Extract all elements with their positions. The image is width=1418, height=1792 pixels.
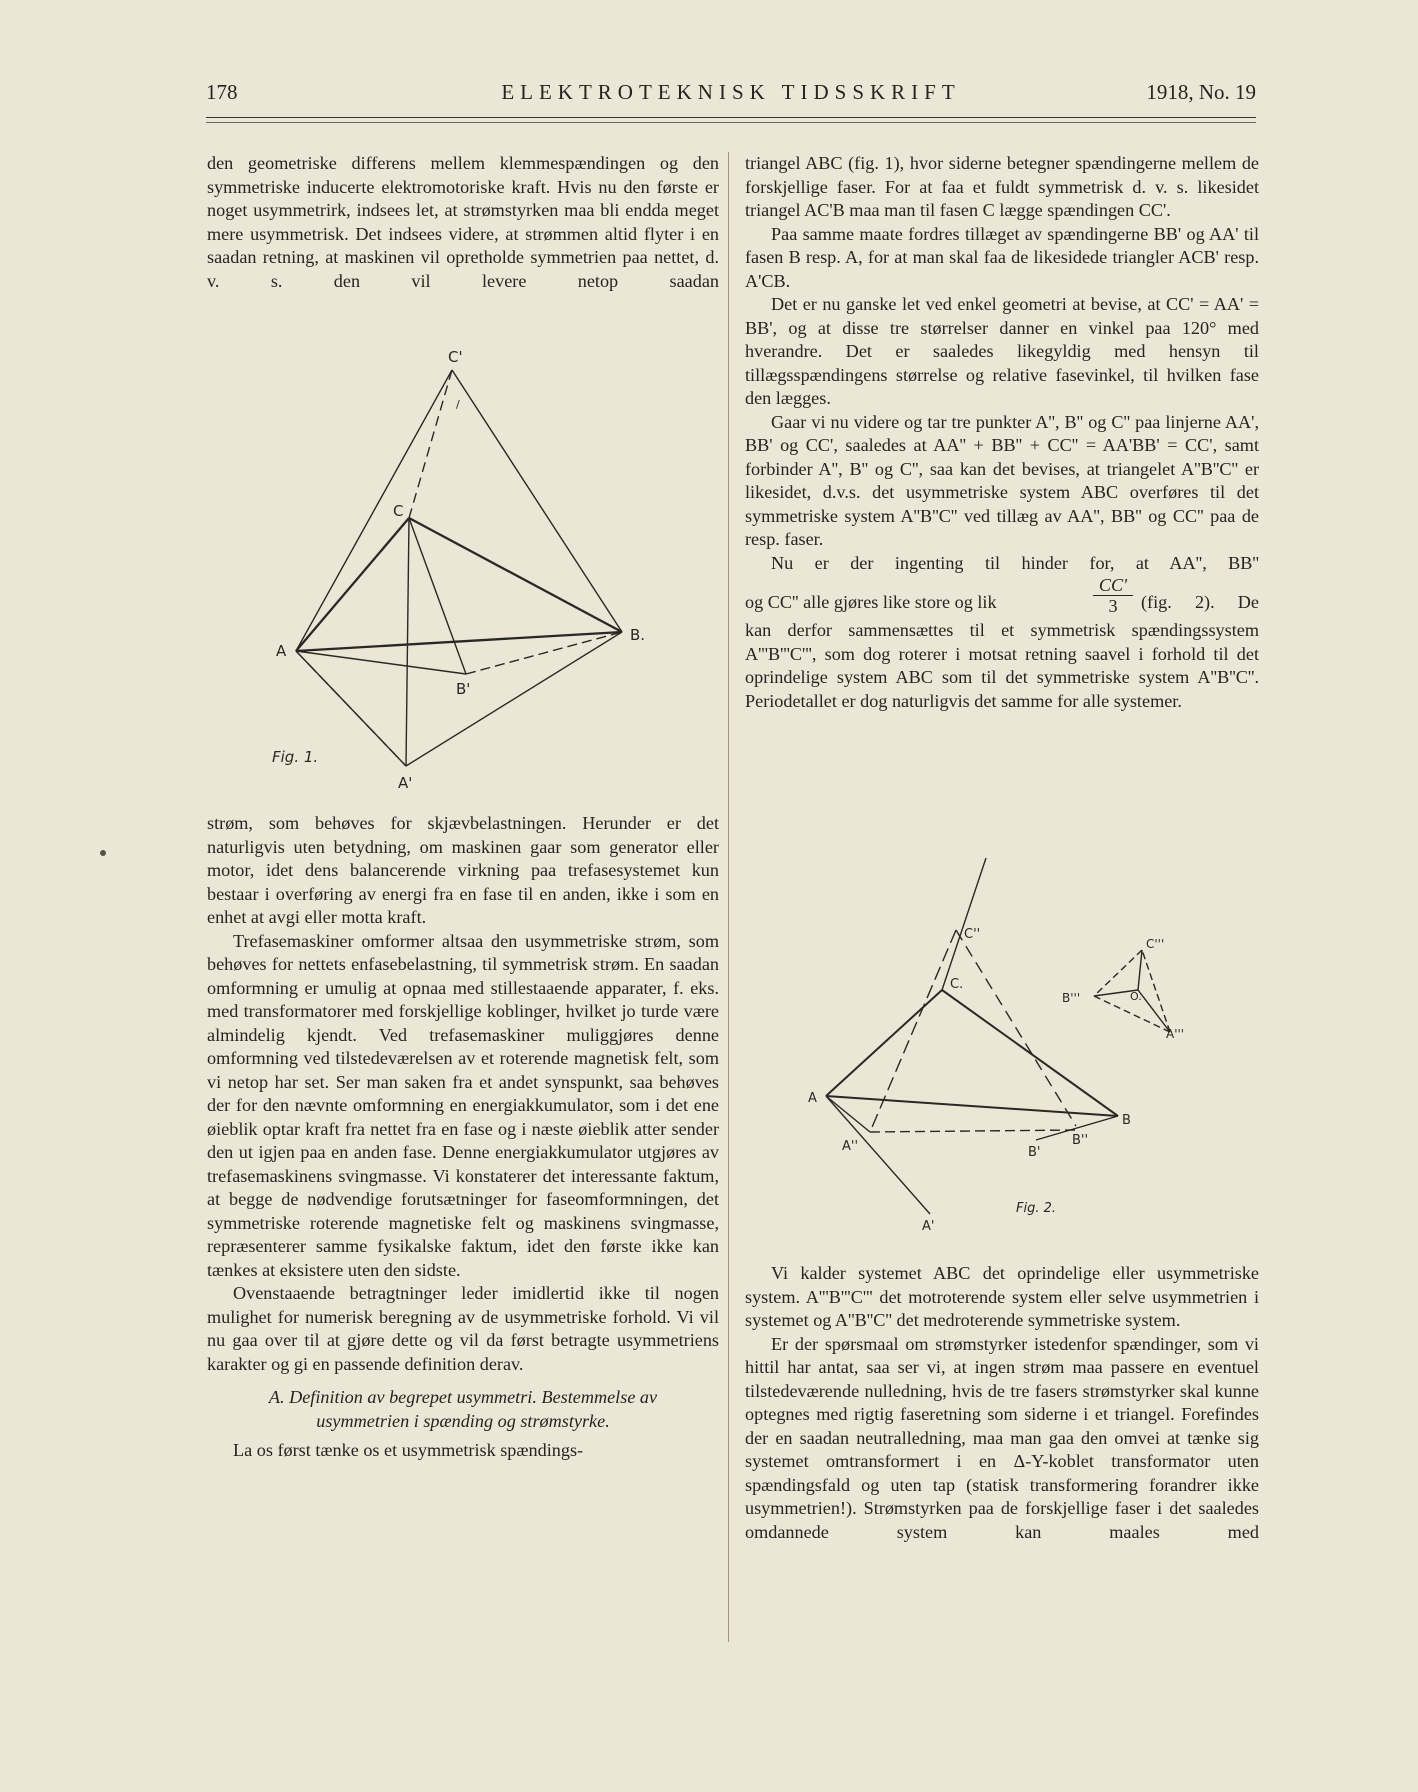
label-a-prime: A': [922, 1219, 935, 1234]
column-left-bottom: [207, 812, 719, 1463]
line-c2-b2: [956, 930, 1076, 1126]
label-c2: C'': [964, 927, 981, 942]
paragraph: Trefasemaskiner omformer altsaa den usymmetriske strøm, som behøves for nettets enfasebelastning, til symmetrisk strøm. En saadan omformning er umulig at opnaa med stillestaaende apparater, f. eks. med transformatorer med forskjellige koblinger, hvilket jo turde være almindelig kjendt. Ved trefasemaskiner muliggjøres denne omformning ved tilstedeværelsen av et roterende magnetisk felt, som vi netop har set. Ser man saken fra et andet synspunkt, saa behøves der for den nævnte omformning en energiakkumulator, som i det ene øieblik optar kraft fra nettet fra en fase og i næste øieblik atter sender den ut igjen paa en anden fase. Denne energiakkumulator utgjøres av trefasemaskinens svingmasse. Vi konstaterer det interessante faktum, at begge de nødvendige forutsætninger for faseomformningen, det symmetriske roterende magnetiske felt og maskinens svingmasse, repræsenterer samme fysikalske faktum, idet den første ikke kan tænkes at eksistere uten den sidste.: [207, 930, 719, 1280]
fraction-denominator: 3: [1108, 596, 1118, 616]
label-a: A: [276, 642, 287, 660]
paragraph: den geometriske differens mellem klemmespændingen og den symmetriske inducerte elektromotoriske kraft. Hvis nu den første er noget usymmetrirk, indsees let, at strømstyrken maa bli endda meget mere usymmetrisk. Det indsees videre, at strømmen altid flyter i en saadan retning, at maskinen vil opretholde symmetrien paa nettet, d. v. s. den vil levere netop saadan: [207, 153, 719, 291]
line-c-b: [409, 518, 622, 632]
line-c-cprime-dashed: [409, 370, 452, 518]
fraction-numerator: CC': [1093, 575, 1133, 596]
line-cprime-b: [452, 370, 622, 632]
label-b: B: [1122, 1113, 1131, 1128]
paragraph: Vi kalder systemet ABC det oprindelige eller usymmetriske system. A'''B'''C''' det motroterende system eller selve usymmetrien i systemet og A''B''C'' det medroterende symmetriske system.: [745, 1263, 1259, 1330]
label-o: O.: [1130, 990, 1142, 1003]
label-a: A: [808, 1091, 817, 1106]
fraction-line: og CC'' alle gjøres like store og lik $\frac{CC'}{3}$ (fig. 2). De: [745, 575, 1259, 616]
line-a-b: [826, 1096, 1118, 1116]
line-a-bprime: [296, 651, 466, 674]
label-c: C.: [950, 977, 964, 992]
label-a3: A''': [1166, 1027, 1185, 1041]
paragraph: kan derfor sammensættes til et symmetrisk spændingssystem A'''B'''C''', som dog roterer i motsat retning saavel i forhold til det oprindelige system ABC som til det symmetriske system A''B''C''. Periodetallet er dog naturligvis det samme for alle systemer.: [745, 620, 1259, 711]
paragraph: Det er nu ganske let ved enkel geometri at bevise, at CC' = AA' = BB', og at disse tre størrelser danner en vinkel paa 120° med hverandre. Det er saaledes likegyldig med hensyn til tillægsspændingens størrelse og relative fasevinkel, til hvilken fase den lægges.: [745, 294, 1259, 408]
line-a-c: [826, 990, 942, 1096]
paragraph: Paa samme maate fordres tillæget av spændingerne BB' og AA' til fasen B resp. A, for at man skal faa de likesidede triangler ACB' resp. A'CB.: [745, 223, 1259, 291]
label-c3: C''': [1146, 937, 1165, 951]
fraction: [1093, 575, 1133, 616]
label-small: /: [456, 398, 460, 411]
figure-1-caption: Fig. 1.: [272, 748, 319, 766]
line-c-bprime: [409, 518, 466, 674]
page-number: 178: [206, 80, 238, 104]
paragraph: strøm, som behøves for skjævbelastningen. Herunder er det naturligvis uten betydning, om maskinen gaar som generator eller motor, idet dens balancerende virkning paa trefasesystemet kun bestaar i overføring av energi fra en fase til en anden, ikke i som en enhet at avgi eller motta kraft.: [207, 813, 719, 927]
column-right-bottom: [745, 1262, 1259, 1544]
section-heading-cont: usymmetrien i spænding og strømstyrke.: [316, 1410, 610, 1431]
issue-date: 1918, No. 19: [1146, 80, 1256, 104]
line-o-c3: [1138, 950, 1142, 990]
column-left-top: [207, 152, 719, 293]
line-a-c: [296, 518, 409, 651]
label-c-prime: C': [448, 348, 463, 366]
figure-2: [790, 840, 1240, 1240]
line-a-b: [296, 632, 622, 651]
line-bprime-b-dashed: [466, 632, 622, 674]
journal-title: ELEKTROTEKNISK TIDSSKRIFT: [501, 80, 961, 104]
paragraph: Nu er der ingenting til hinder for, at AA'', BB'': [771, 552, 1259, 573]
line-a-cprime: [296, 370, 452, 651]
label-a-prime: A': [398, 774, 413, 790]
figure-1: [230, 340, 670, 790]
column-divider: [728, 152, 729, 1642]
margin-mark: [100, 850, 106, 856]
figure-2-caption: Fig. 2.: [1016, 1201, 1057, 1216]
line-c-up: [942, 858, 986, 990]
label-b-prime: B': [456, 680, 471, 698]
label-b2: B'': [1072, 1133, 1089, 1148]
label-a2: A'': [842, 1139, 859, 1154]
label-c: C: [393, 502, 404, 520]
paragraph: Ovenstaaende betragtninger leder imidlertid ikke til nogen mulighet for numerisk beregning av de usymmetriske forhold. Vi vil nu gaa over til at gjøre dette og vil da først betragte usymmetriens karakter og gi en passende definition derav.: [207, 1283, 719, 1374]
section-heading: A. Definition av begrepet usymmetri. Bestemmelse av: [268, 1387, 658, 1407]
label-b-prime: B': [1028, 1145, 1041, 1160]
running-header: [206, 80, 1256, 110]
line-aprime-b: [406, 632, 622, 766]
line-a3-c3-dashed: [1142, 950, 1170, 1032]
label-b3: B''': [1062, 991, 1081, 1005]
column-right-top: [745, 152, 1259, 713]
line-o-a3: [1138, 990, 1170, 1032]
header-rule: [206, 117, 1256, 118]
line-a-aprime: [826, 1096, 930, 1214]
paragraph: triangel ABC (fig. 1), hvor siderne betegner spændingerne mellem de forskjellige faser. For at faa et fuldt symmetrisk d. v. s. likesidet triangel AC'B maa man til fasen C lægge spændingen CC'.: [745, 153, 1259, 220]
label-b: B.: [630, 626, 646, 644]
line-a2-b2-dashed: [870, 1130, 1076, 1132]
paragraph: Er der spørsmaal om strømstyrker istedenfor spændinger, som vi hittil har antat, saa ser vi, at ingen strøm maa passere en eventuel tilstedeværende nulledning, hvis de tre fasers strømstyrker skal kunne optegnes med rigtig faseretning som siderne i et triangel. Forefindes der en saadan neutralledning, maa man gaa den omvei at tænke sig systemet omtransformert i en Δ-Y-koblet transformator uten spændingsfald og uten tap (statisk transformering forandrer ikke usymmetrien!). Strømstyrken paa de forskjellige faser i det saaledes omdannede system kan maales med: [745, 1333, 1259, 1542]
line-a-a2: [826, 1096, 870, 1132]
line-c-b: [942, 990, 1118, 1116]
line-c-aprime: [406, 518, 409, 766]
paragraph: La os først tænke os et usymmetrisk spændings-: [233, 1440, 584, 1460]
paragraph: Gaar vi nu videre og tar tre punkter A'', B'' og C'' paa linjerne AA', BB' og CC', saaledes at AA'' + BB'' + CC'' = AA'BB' = CC', samt forbinder A'', B'' og C'', saa kan det bevises, at triangelet A''B''C'' er likesidet, d.v.s. det usymmetriske system ABC overføres til det symmetriske system A''B''C'' ved tillæg av AA'', BB'' og CC'' paa de resp. faser.: [745, 411, 1259, 549]
header-rule-thin: [206, 122, 1256, 123]
